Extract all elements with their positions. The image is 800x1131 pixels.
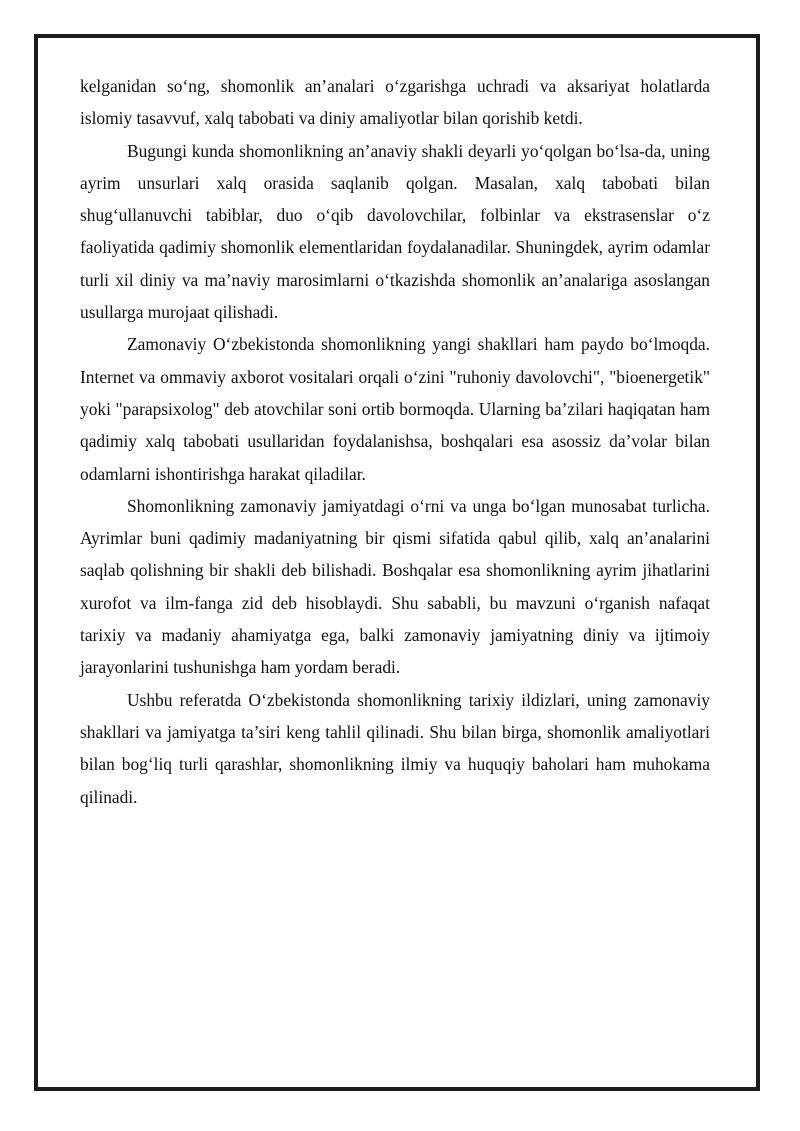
- paragraph-traditional-shamanism: Bugungi kunda shomonlikning an’anaviy shakli deyarli yo‘qolgan bo‘lsa-da, uning ayrim unsurlari xalq orasida saqlanib qolgan. Masalan, xalq tabobati bilan shug‘ullanuvchi tabiblar, duo o‘qib davolovchilar, folbinlar va ekstrasenslar o‘z faoliyatida qadimiy shomonlik elementlaridan foydalanadilar. Shuningdek, ayrim odamlar turli xil diniy va ma’naviy marosimlarni o‘tkazishda shomonlik an’analariga asoslangan usullarga murojaat qilishadi.: [80, 140, 710, 323]
- document-body: [80, 70, 710, 813]
- paragraph-role-in-society: Shomonlikning zamonaviy jamiyatdagi o‘rni va unga bo‘lgan munosabat turlicha. Ayrimlar buni qadimiy madaniyatning bir qismi sifatida qabul qilib, xalq an’analarini saqlab qolishning bir shakli deb bilishadi. Boshqalar esa shomonlikning ayrim jihatlarini xurofot va ilm-fanga zid deb hisoblaydi. Shu sababli, bu mavzuni o‘rganish nafaqat tarixiy va madaniy ahamiyatga ega, balki zamonaviy jamiyatning diniy va ijtimoiy jarayonlarini tushunishga ham yordam beradi.: [80, 495, 710, 678]
- paragraph-continuation: kelganidan so‘ng, shomonlik an’analari o‘zgarishga uchradi va aksariyat holatlarda islomiy tasavvuf, xalq tabobati va diniy amaliyotlar bilan qorishib ketdi.: [80, 76, 710, 129]
- paragraph-modern-forms: Zamonaviy O‘zbekistonda shomonlikning yangi shakllari ham paydo bo‘lmoqda. Internet va ommaviy axborot vositalari orqali o‘zini "ruhoniy davolovchi", "bioenergetik" yoki "parapsixolog" deb atovchilar soni ortib bormoqda. Ularning ba’zilari haqiqatan ham qadimiy xalq tabobati usullaridan foydalanishsa, boshqalari esa asossiz da’volar bilan odamlarni ishontirishga harakat qiladilar.: [80, 334, 710, 484]
- paragraph-referat-overview: Ushbu referatda O‘zbekistonda shomonlikning tarixiy ildizlari, uning zamonaviy shakllari va jamiyatga ta’siri keng tahlil qilinadi. Shu bilan birga, shomonlik amaliyotlari bilan bog‘liq turli qarashlar, shomonlikning ilmiy va huquqiy baholari ham muhokama qilinadi.: [80, 689, 710, 807]
